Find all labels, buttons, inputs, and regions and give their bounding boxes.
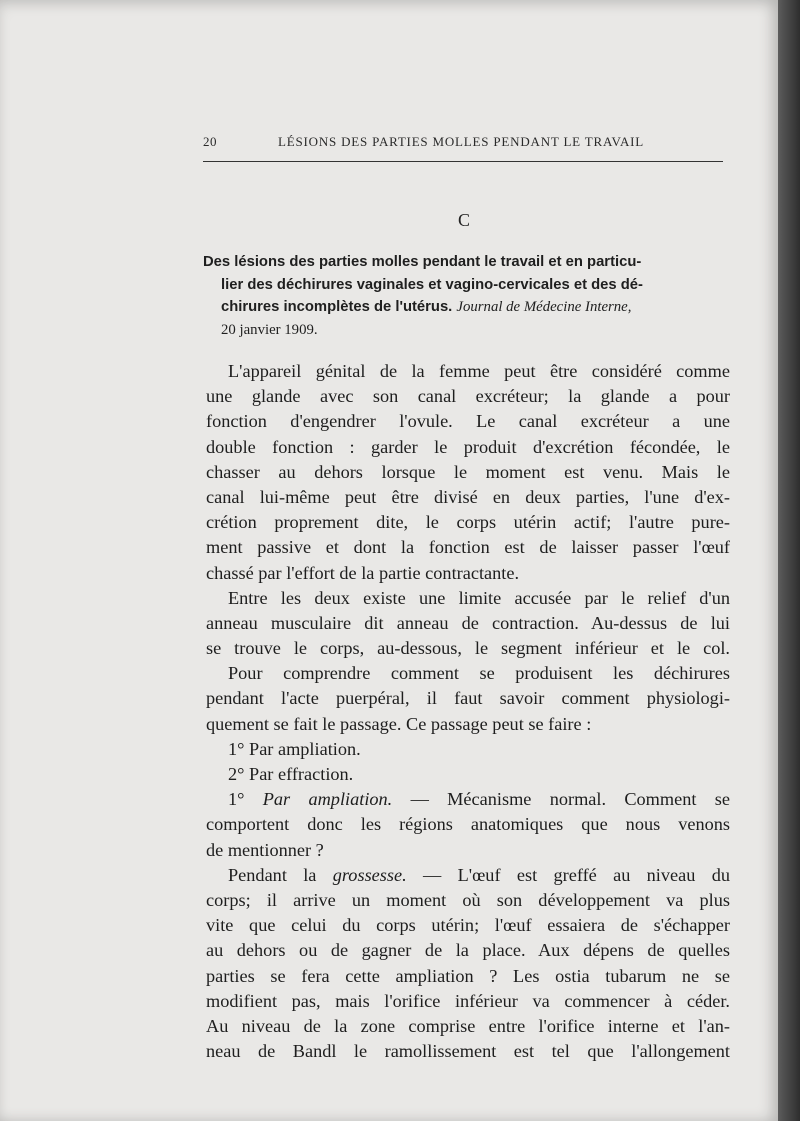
text-line: fonction d'engendrer l'ovule. Le canal excréteur a une bbox=[206, 411, 730, 432]
text-line bbox=[206, 787, 730, 812]
text-line: corps; il arrive un moment où son développement va plus bbox=[206, 889, 730, 910]
text-line: Pour comprendre comment se produisent les déchirures bbox=[228, 663, 730, 684]
page-number: 20 bbox=[203, 134, 217, 149]
paragraph-3 bbox=[206, 661, 730, 737]
reference-date: 20 janvier 1909. bbox=[221, 321, 318, 338]
text-line: modifient pas, mais l'orifice inférieur va commencer à céder. bbox=[206, 990, 730, 1011]
reference-line: Des lésions des parties molles pendant le travail et en particu- bbox=[203, 254, 642, 270]
text-line: comportent donc les régions anatomiques que nous venons bbox=[206, 814, 730, 835]
paragraph-2 bbox=[206, 586, 730, 662]
text-line: double fonction : garder le produit d'excrétion fécondée, le bbox=[206, 436, 730, 457]
text-fragment: — L'œuf est greffé au niveau du bbox=[423, 864, 730, 885]
italic-heading: grossesse. bbox=[332, 864, 407, 885]
text-line: quement se fait le passage. Ce passage peut se faire : bbox=[206, 713, 592, 734]
text-line: parties se fera cette ampliation ? Les ostia tubarum ne se bbox=[206, 965, 730, 986]
reference-line: lier des déchirures vaginales et vagino-cervicales et des dé- bbox=[221, 276, 643, 293]
text-line: pendant l'acte puerpéral, il faut savoir comment physiologi- bbox=[206, 688, 730, 709]
text-line: de mentionner ? bbox=[206, 839, 324, 860]
reference-line bbox=[203, 296, 725, 319]
text-line bbox=[206, 863, 730, 888]
text-line: crétion proprement dite, le corps utérin actif; l'autre pure- bbox=[206, 512, 730, 533]
text-line: une glande avec son canal excréteur; la glande a pour bbox=[206, 386, 730, 407]
section-letter: C bbox=[457, 210, 470, 230]
text-line: canal lui-même peut être divisé en deux parties, l'une d'ex- bbox=[206, 486, 730, 507]
running-title: LÉSIONS DES PARTIES MOLLES PENDANT LE TRAVAIL bbox=[278, 134, 645, 149]
header-rule bbox=[203, 161, 723, 162]
paragraph-1 bbox=[206, 359, 730, 586]
text-line: L'appareil génital de la femme peut être considéré comme bbox=[228, 361, 730, 381]
list-item: 2° Par effraction. bbox=[228, 764, 354, 784]
list-item: 1° Par ampliation. bbox=[228, 738, 361, 759]
page-edge-shadow bbox=[778, 0, 800, 1121]
text-line: se trouve le corps, au-dessous, le segment inférieur et le col. bbox=[206, 638, 730, 659]
text-line: au dehors ou de gagner de la place. Aux dépens de quelles bbox=[206, 940, 730, 961]
journal-name: Journal de Médecine Interne, bbox=[456, 299, 632, 315]
paragraph-5 bbox=[206, 863, 730, 1065]
text-line: chasser au dehors lorsque le moment est venu. Mais le bbox=[206, 461, 730, 482]
reference-title-end: chirures incomplètes de l'utérus. bbox=[221, 299, 453, 315]
running-header bbox=[203, 132, 723, 152]
text-line: ment passive et dont la fonction est de laisser passer l'œuf bbox=[206, 537, 730, 558]
text-line: chassé par l'effort de la partie contractante. bbox=[206, 562, 520, 583]
text-fragment: Pendant la bbox=[228, 864, 317, 885]
numeral: 1° bbox=[228, 789, 245, 810]
text-line: Entre les deux existe une limite accusée par le relief d'un bbox=[228, 587, 730, 608]
body-text bbox=[206, 359, 730, 1064]
paragraph-4 bbox=[206, 787, 730, 863]
bibliographic-reference bbox=[203, 251, 725, 341]
text-line: anneau musculaire dit anneau de contraction. Au-dessus de lui bbox=[206, 612, 730, 633]
italic-heading: Par ampliation. bbox=[262, 789, 393, 810]
text-line: neau de Bandl le ramollissement est tel que l'allongement bbox=[206, 1041, 730, 1062]
text-fragment: — Mécanisme normal. Comment se bbox=[410, 789, 730, 810]
text-line: vite que celui du corps utérin; l'œuf essaiera de s'échapper bbox=[206, 915, 730, 936]
text-line: Au niveau de la zone comprise entre l'orifice interne et l'an- bbox=[206, 1015, 730, 1036]
